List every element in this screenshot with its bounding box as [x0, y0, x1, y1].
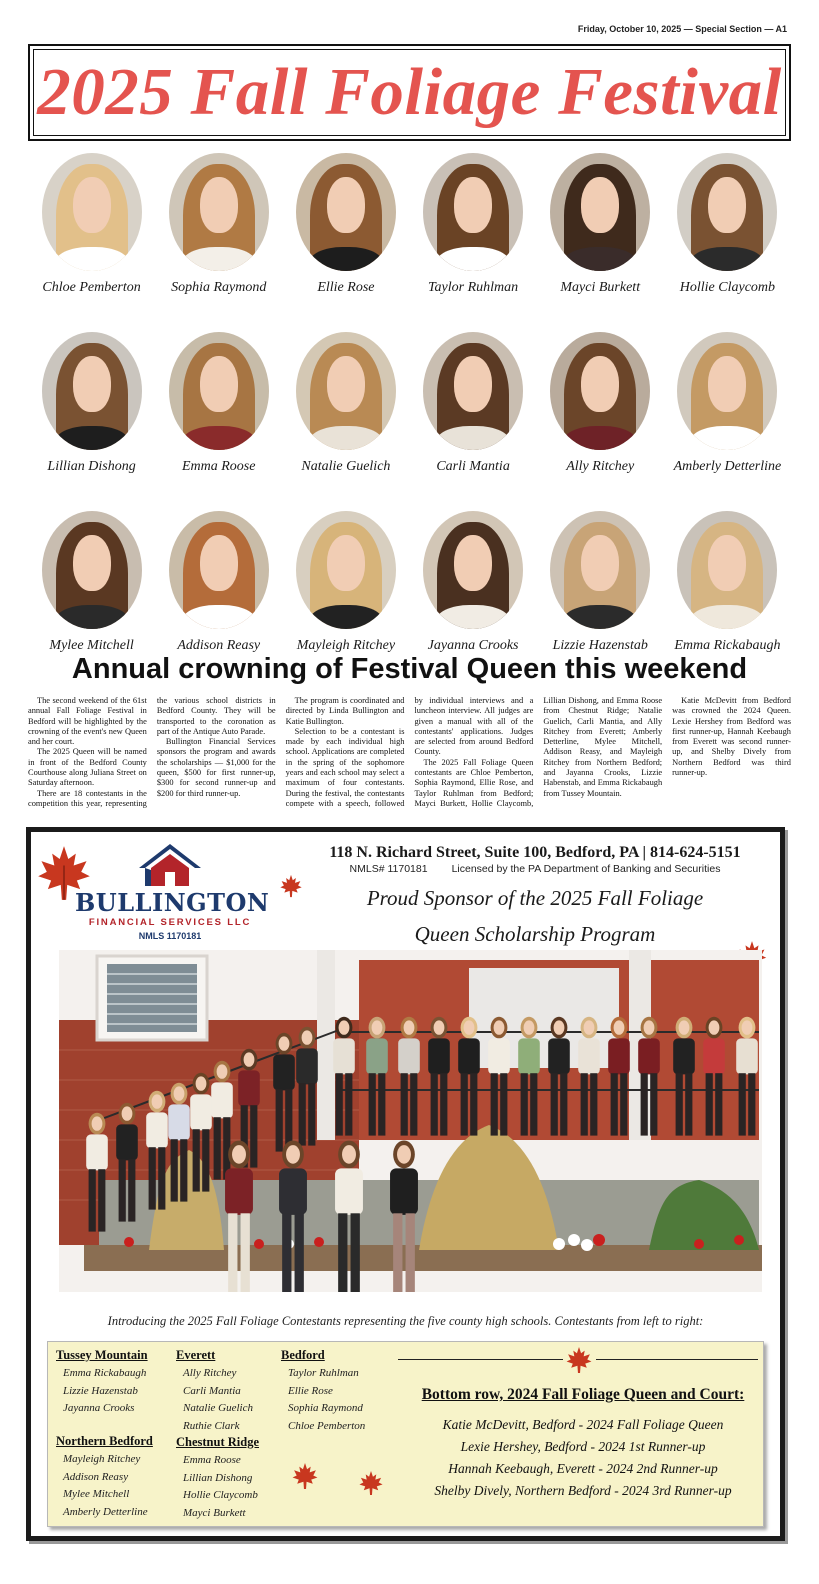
court-member: Hannah Keebaugh, Everett - 2024 2nd Runner-up — [448, 1461, 718, 1476]
contestant-name: Mayci Burkett — [560, 280, 641, 295]
contestant-photo-grid — [28, 150, 791, 683]
license-line — [285, 863, 785, 875]
contestant-name: Ally Ritchey — [566, 459, 635, 474]
sponsor-advertisement — [26, 827, 785, 1541]
divider-right — [596, 1359, 758, 1360]
school-member: Hollie Claycomb — [183, 1489, 258, 1501]
contestant-name: Taylor Ruhlman — [428, 280, 519, 295]
article-paragraph: There are 18 contestants in the competition this year, representing the various school districts in Bedford County. They will be transported to the coronation as part of the Antique Auto Parade. — [28, 696, 276, 808]
contestant-card — [155, 329, 282, 504]
school-member: Carli Mantia — [183, 1384, 241, 1397]
contestant-portrait — [677, 511, 777, 629]
masthead-inner-frame — [33, 49, 786, 136]
court-member: Katie McDevitt, Bedford - 2024 Fall Foliage Queen — [442, 1417, 724, 1432]
contestant-portrait — [296, 511, 396, 629]
contestant-name: Chloe Pemberton — [42, 280, 141, 295]
school-heading: Everett — [176, 1348, 216, 1362]
contestant-name: Mylee Mitchell — [49, 638, 134, 653]
sponsor-tagline-line-2: Queen Scholarship Program — [414, 922, 656, 946]
dateline: Friday, October 10, 2025 — Special Section — A1 — [577, 24, 787, 34]
bullington-logo — [75, 842, 270, 941]
contestant-portrait — [550, 332, 650, 450]
contestant-name: Mayleigh Ritchey — [296, 638, 396, 653]
contestant-card — [537, 150, 664, 325]
contestant-portrait — [169, 511, 269, 629]
house-logo-icon — [137, 842, 203, 888]
contestant-card — [282, 150, 409, 325]
school-member: Sophia Raymond — [288, 1402, 363, 1414]
school-member: Jayanna Crooks — [63, 1402, 135, 1414]
contestant-card — [409, 150, 536, 325]
article-paragraph: The second weekend of the 61st annual Fall Foliage Festival in Bedford will be highlighted by the crowning of the event's new Queen and her court. — [28, 696, 147, 747]
school-tussey-mountain — [56, 1348, 148, 1418]
court-heading: Bottom row, 2024 Fall Foliage Queen and Court: — [421, 1386, 745, 1403]
contestant-card — [664, 329, 791, 504]
contestant-card — [28, 329, 155, 504]
article-paragraph: Selection to be a contestant is made by each individual high school. Applications are completed in the spring of the sophomore years and each school may select a maximum of four contestants. During the festival, the contestants compete with a speech, followed by individual interviews and a luncheon interview. All judges are given a manual with all of the contestants' applications. Judges are selected from around Bedford County. — [285, 696, 534, 808]
contestant-portrait — [42, 153, 142, 271]
contestant-name: Sophia Raymond — [171, 280, 267, 295]
court-list — [398, 1414, 768, 1502]
logo-nmls: NMLS 1170181 — [138, 931, 202, 941]
contestant-card — [282, 329, 409, 504]
article-body — [28, 696, 791, 818]
maple-leaf-icon — [565, 1346, 593, 1374]
school-bedford — [281, 1348, 365, 1435]
school-everett — [176, 1348, 253, 1435]
contestant-portrait — [550, 511, 650, 629]
school-member: Chloe Pemberton — [288, 1419, 366, 1432]
school-member: Amberly Detterline — [63, 1505, 148, 1518]
school-member: Lizzie Hazenstab — [63, 1384, 138, 1397]
nmls-number: NMLS# 1170181 — [349, 863, 428, 875]
contestant-portrait — [423, 153, 523, 271]
article-paragraph: The program is coordinated and directed by Linda Bullington and Katie Bullington. — [285, 696, 405, 726]
contestant-portrait — [677, 153, 777, 271]
article-paragraph: Katie McDevitt from Bedford was crowned the 2024 Queen. Lexie Hershey from Bedford was first runner-up, Hannah Keebaugh from Everett was second runner-up, and Shelby Dively from Northern Bedford was third runner-up. — [672, 696, 791, 778]
school-heading: Bedford — [281, 1348, 325, 1362]
contestant-card — [28, 150, 155, 325]
contestant-portrait — [169, 153, 269, 271]
contestant-name: Lillian Dishong — [47, 459, 136, 474]
school-member-list — [56, 1451, 153, 1521]
school-member: Lillian Dishong — [183, 1471, 253, 1484]
contestant-name: Addison Reasy — [177, 638, 261, 653]
school-member: Emma Rickabaugh — [63, 1367, 147, 1379]
school-member-list — [56, 1365, 148, 1418]
contestant-name: Amberly Detterline — [673, 459, 782, 474]
school-heading: Northern Bedford — [56, 1434, 153, 1448]
contestant-name: Carli Mantia — [436, 459, 510, 474]
school-chestnut-ridge — [176, 1435, 259, 1522]
group-photo — [59, 950, 762, 1292]
contestant-card — [664, 150, 791, 325]
contestant-portrait — [550, 153, 650, 271]
article-paragraph: The 2025 Fall Foliage Queen contestants are Chloe Pemberton, Sophia Raymond, Ellie Rose, and Taylor Ruhlman from Bedford; Mayci Burkett, Hollie Claycomb, Lillian Dishong, and Emma Roose from Chestnut Ridge; Natalie Guelich, Carli Mantia, and Ally Ritchey from Everett; Amberly Detterline, Mylee Mitchell, Addison Reasy, and Mayleigh Ritchey from Northern Bedford; and Jayanna Crooks, Lizzie Habenstab, and Emma Rickabaugh from Tussey Mountain. — [414, 696, 663, 808]
contestant-name: Natalie Guelich — [301, 459, 391, 474]
contestant-name: Emma Rickabaugh — [674, 638, 781, 653]
contestant-portrait — [42, 511, 142, 629]
school-member-list — [176, 1365, 253, 1435]
contestant-name: Jayanna Crooks — [427, 638, 519, 653]
sponsor-tagline — [285, 880, 785, 952]
school-member: Mayleigh Ritchey — [63, 1453, 141, 1465]
contestant-portrait — [423, 511, 523, 629]
contestants-intro: Introducing the 2025 Fall Foliage Contestants representing the five county high schools. Contestants from left to right: — [107, 1314, 704, 1328]
contestant-card — [409, 329, 536, 504]
school-member: Mayci Burkett — [183, 1506, 246, 1519]
contestant-portrait — [42, 332, 142, 450]
contestant-name: Lizzie Hazenstab — [552, 638, 648, 653]
contestant-name: Ellie Rose — [317, 280, 375, 295]
school-member: Ellie Rose — [288, 1384, 333, 1397]
sponsor-address: 118 N. Richard Street, Suite 100, Bedford, PA | 814-624-5151 — [329, 844, 741, 861]
school-member: Taylor Ruhlman — [288, 1367, 359, 1379]
school-member: Emma Roose — [183, 1454, 241, 1466]
contestant-card — [155, 150, 282, 325]
school-member: Mylee Mitchell — [63, 1488, 130, 1500]
sponsor-tagline-line-1: Proud Sponsor of the 2025 Fall Foliage — [366, 886, 704, 910]
logo-wordmark: BULLINGTON — [75, 888, 270, 917]
maple-leaf-icon — [291, 1462, 319, 1490]
contestant-portrait — [296, 153, 396, 271]
logo-subtitle: FINANCIAL SERVICES LLC — [88, 917, 252, 928]
school-member: Addison Reasy — [63, 1470, 129, 1483]
contestant-portrait — [296, 332, 396, 450]
school-member: Ruthie Clark — [183, 1419, 240, 1432]
page-title: 2025 Fall Foliage Festival — [37, 55, 782, 129]
masthead — [28, 44, 791, 141]
court-member: Lexie Hershey, Bedford - 2024 1st Runner-up — [460, 1439, 706, 1454]
school-member: Natalie Guelich — [183, 1402, 253, 1414]
school-northern-bedford — [56, 1434, 153, 1521]
school-heading: Tussey Mountain — [56, 1348, 148, 1362]
school-heading: Chestnut Ridge — [176, 1435, 259, 1449]
divider-left — [398, 1359, 563, 1360]
contestant-card — [537, 329, 664, 504]
court-member: Shelby Dively, Northern Bedford - 2024 3rd Runner-up — [434, 1483, 732, 1498]
article-paragraph: Bullington Financial Services sponsors the program and awards the scholarships — $1,000 for the queen, $500 for first runner-up, $300 for second runner-up and $200 for third runner-up. — [156, 737, 276, 798]
contestant-name: Hollie Claycomb — [679, 280, 776, 295]
school-member-list — [176, 1452, 259, 1522]
maple-leaf-icon — [358, 1470, 384, 1496]
license-text: Licensed by the PA Department of Banking and Securities — [451, 863, 721, 875]
contestant-portrait — [423, 332, 523, 450]
contestant-portrait — [677, 332, 777, 450]
article-paragraph: The 2025 Queen will be named in front of the Bedford County Courthouse along Juliana Street on Saturday afternoon. — [28, 747, 147, 788]
school-member-list — [281, 1365, 365, 1435]
article-headline: Annual crowning of Festival Queen this weekend — [71, 653, 748, 685]
contestant-portrait — [169, 332, 269, 450]
school-member: Ally Ritchey — [183, 1367, 237, 1379]
contestant-name: Emma Roose — [181, 459, 256, 474]
contestants-panel — [47, 1341, 764, 1527]
